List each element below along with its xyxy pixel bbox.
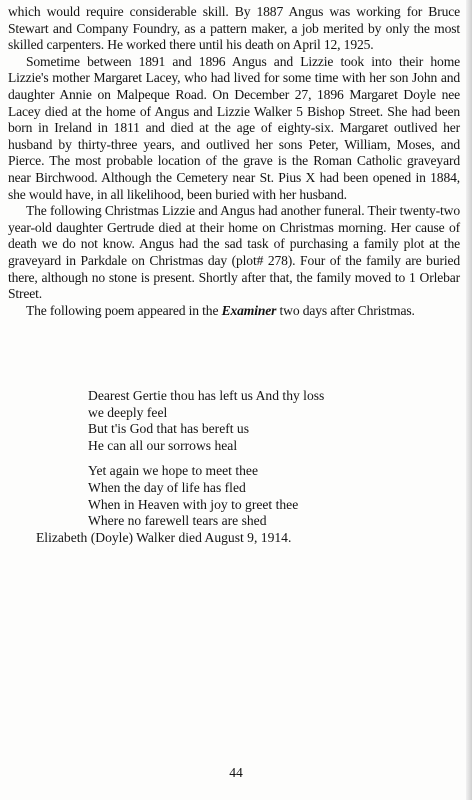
poem-line: When the day of life has fled [88,479,246,495]
body-text [8,4,460,319]
poem-intro-after: two days after Christmas. [276,302,415,318]
poem-stanza-1 [88,388,408,454]
paragraph-2: Sometime between 1891 and 1896 Angus and Lizzie took into their home Lizzie's mother Margaret Lacey, who had lived for some time with her son John and daughter Annie on Malpeque Road. On December 27, 1896 Margaret Doyle nee Lacey died at the home of Angus and Lizzie Walker 5 Bishop Street. She had been born in Ireland in 1811 and died at the age of eighty-six. Margaret outlived her husband by thirty-three years, and outlived her sons Peter, William, Moses, and Pierce. The most probable location of the grave is the Roman Catholic graveyard near Birchwood. Although the Cemetery near St. Pius X had been opened in 1884, she would have, in all likelihood, been buried with her husband. [8,53,460,202]
poem-line: He can all our sorrows heal [88,437,238,453]
poem [88,388,408,539]
paragraph-3: The following Christmas Lizzie and Angus had another funeral. Their twenty-two year-old daughter Gertrude died at their home on Christmas morning. Her cause of death we do not know. Angus had the sad task of purchasing a family plot at the graveyard in Parkdale on Christmas day (plot# 278). Four of the family are buried there, although no stone is present. Shortly after that, the family moved to 1 Orlebar Street. [8,203,460,302]
page-number: 44 [229,765,243,780]
poem-line: we deeply feel [88,404,168,420]
poem-line: Yet again we hope to meet thee [88,463,259,479]
poem-line: Where no farewell tears are shed [88,513,267,529]
page-edge-shadow [466,0,472,800]
poem-intro [8,303,460,320]
poem-stanza-2 [88,463,408,529]
poem-line: But t'is God that has bereft us [88,421,250,437]
poem-intro-before: The following poem appeared in the [26,302,222,318]
poem-line: Dearest Gertie thou has left us And thy loss [88,388,325,403]
poem-line: When in Heaven with joy to greet thee [88,496,299,512]
closing-line: Elizabeth (Doyle) Walker died August 9, 1914. [36,530,292,545]
paragraph-1: which would require considerable skill. By 1887 Angus was working for Bruce Stewart and Company Foundry, as a pattern maker, a job merited by only the most skilled carpenters. He worked there until his death on April 12, 1925. [8,4,460,53]
newspaper-title: Examiner [221,302,277,318]
